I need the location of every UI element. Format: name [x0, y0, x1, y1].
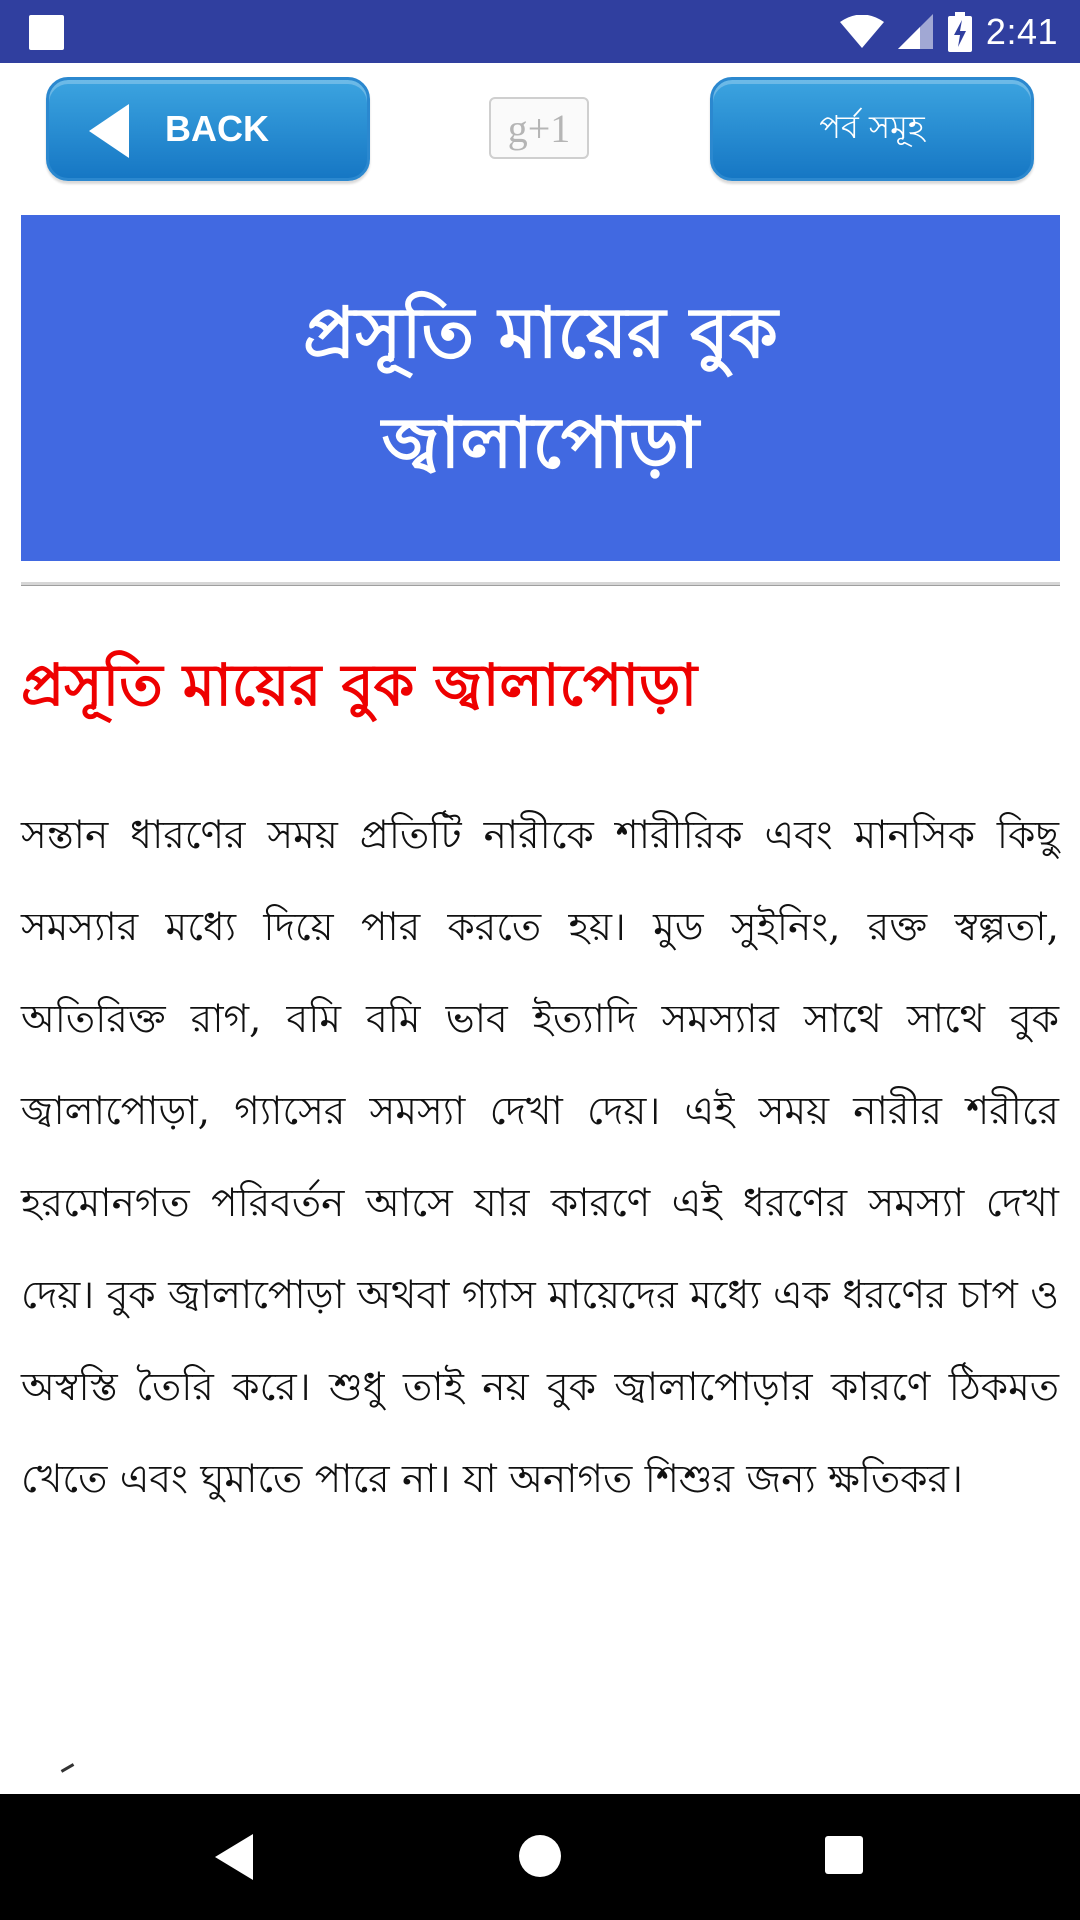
title-banner [21, 215, 1060, 561]
article-heading: প্রসূতি মায়ের বুক জ্বালাপোড়া [21, 651, 698, 719]
google-plus-one-button[interactable] [489, 97, 589, 159]
nav-recents-icon[interactable] [825, 1836, 863, 1874]
cell-signal-icon [898, 14, 934, 50]
episodes-button[interactable] [710, 77, 1034, 181]
article-body: সন্তান ধারণের সময় প্রতিটি নারীকে শারীরিক এবং মানসিক কিছু সমস্যার মধ্যে দিয়ে পার করতে হয়। মুড সুইনিং, রক্ত স্বল্পতা, অতিরিক্ত রাগ, বমি বমি ভাব ইত্যাদি সমস্যার সাথে সাথে বুক জ্বালাপোড়া, গ্যাসের সমস্যা দেখা দেয়। এই সময় নারীর শরীরে হরমোনগত পরিবর্তন আসে যার কারণে এই ধরণের সমস্যা দেখা দেয়। বুক জ্বালাপোড়া অথবা গ্যাস মায়েদের মধ্যে এক ধরণের চাপ ও অস্বস্তি তৈরি করে। শুধু তাই নয় বুক জ্বালাপোড়ার কারণে ঠিকমত খেতে এবং ঘুমাতে পারে না। যা অনাগত শিশুর জন্য ক্ষতিকর। [21, 813, 1059, 1502]
battery-charging-icon [948, 12, 972, 52]
back-button[interactable] [46, 77, 370, 181]
nav-home-icon[interactable] [519, 1835, 561, 1877]
back-button-label: BACK [165, 108, 269, 149]
nav-back-icon[interactable] [215, 1834, 253, 1880]
status-icons [840, 0, 1058, 63]
wifi-icon [840, 15, 884, 49]
banner-title: প্রসূতি মায়ের বুক জ্বালাপোড়া [303, 292, 778, 484]
google-plus-one-label: g+1 [507, 105, 571, 151]
cutoff-text-fragment [61, 1763, 78, 1778]
status-bar [0, 0, 1080, 63]
notification-square-icon [29, 15, 64, 50]
divider [21, 582, 1060, 586]
episodes-button-label: পর্ব সমূহ [819, 108, 925, 146]
navigation-bar [0, 1794, 1080, 1920]
back-arrow-icon [89, 104, 129, 158]
status-time: 2:41 [985, 10, 1058, 52]
top-toolbar [0, 63, 1080, 203]
